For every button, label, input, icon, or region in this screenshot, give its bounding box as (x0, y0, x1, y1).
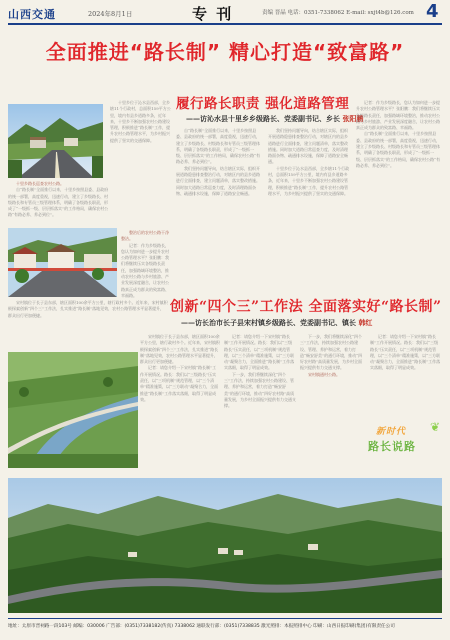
article1-photo-caption: 十里乡路长巡查农村公路。 (16, 181, 64, 186)
article1-paragraph: 记者：作为乡级路长，您认为如何进一步提升农村公路管理水平？张阳鹏：我们将继续压实各级路长责任，加强路域环境整治，推动农村公路与乡村旅游、产业发展深度融合，让农村公路真正成为群众的致富路、幸福路。 (356, 100, 440, 131)
article2-column-2 (224, 334, 296, 474)
article2-paragraph: 宋村镇位于长子县东部，辖区面积100余平方公里，辖行政村多个。近年来，宋村镇积极探索创新“四个三”工作法，扎实推进“路长制”落地见效，农村公路管理水平显著提升，群众出行更加便捷。 (140, 334, 220, 365)
article1-column-4 (356, 100, 442, 292)
footer-rule (8, 618, 442, 619)
article2-subtitle (181, 318, 372, 328)
article2-paragraph: 下一步，我们将继续深化“四个三”工作法，持续加强农村公路建设、管理、养护和运营，着力打造“畅安舒美”的通行环境，推动“四好农村路”高质量发展，为乡村全面振兴提供有力交通支撑。 (224, 371, 296, 409)
article1-subtitle (186, 114, 363, 124)
article1-paragraph: 记者：作为乡级路长，您认为如何进一步提升农村公路管理水平？张阳鹏：我们将继续压实各级路长责任，加强路域环境整治，推动农村公路与乡村旅游、产业发展深度融合，让农村公路真正成为群众的致富路、幸福路。 (121, 242, 169, 298)
footer-info: 地址：太原市晋祠路一段103号 邮编：030006 广告部：(0351)7338182(传真) 7338062 通联发行部：(0351)7338835 激光照排：本报照排中心 印刷：山西日报印刷(集团)有限责任公司 (8, 624, 395, 629)
leaf-icon: ❦ (429, 420, 440, 434)
article1-title: 履行路长职责 强化道路管理 (176, 96, 350, 112)
article2-paragraph: 记者：请您介绍一下宋村镇“路长制”工作开展情况。路长：我们以“三级路长”压实责任，以“三项机制”规范管理，以“三个清单”精准施策，以“三方联动”凝聚合力，全面推进“路长制”工作落实落细，取得了明显成效。 (370, 334, 441, 371)
badge-top-text: 新时代 (376, 427, 407, 437)
article1-photo2-caption-block (121, 230, 171, 298)
article1-paragraph: 自“路长制”全面推行以来，十里乡按照县委、县政府的统一部署，高度重视，迅速行动，建立了乡级路长、村级路长和专管员三级管理体系，明确了各级路长职责，形成了“一级抓一级、层层抓落实”的工作格局，确保农村公路“有路必养、养必到位”。 (8, 187, 109, 218)
article2-paragraph: 下一步，我们将继续深化“四个三”工作法，持续加强农村公路建设、管理、养护和运营，着力打造“畅安舒美”的通行环境，推动“四好农村路”高质量发展，为乡村全面振兴提供有力交通支撑。 (300, 334, 363, 371)
article1-paragraph: 自“路长制”全面推行以来，十里乡按照县委、县政府的统一部署，高度重视，迅速行动，建立了乡级路长、村级路长和专管员三级管理体系，明确了各级路长职责，形成了“一级抓一级、层层抓落实”的工作格局，确保农村公路“有路必养、养必到位”。 (176, 128, 261, 165)
article2-paragraph: 记者：请您介绍一下宋村镇“路长制”工作开展情况。路长：我们以“三级路长”压实责任，以“三项机制”规范管理，以“三个清单”精准施策，以“三方联动”凝聚合力，全面推进“路长制”工作落实落细，取得了明显成效。 (224, 334, 295, 371)
village-road-photo (8, 104, 103, 178)
article1-paragraph: 十里乡位于沁水县西部，全乡辖11个行政村，总面积159平方公里，境内有县乡道路多条，近年来，十里乡不断加强农村公路建设管理，积极推进“路长制”工作，提升农村公路管理水平，为乡村振兴提供了坚实的交通保障。 (110, 100, 171, 143)
article1-photo2-caption: 整治后的农村公路干净整洁。 (121, 230, 169, 242)
header-rule (8, 23, 442, 25)
masthead-logo: 山西交通 (8, 8, 56, 21)
issue-date: 2024年8月1日 (88, 10, 133, 18)
river-road-photo (8, 352, 138, 468)
column-badge (368, 420, 440, 468)
article2-title: 创新“四个三”工作法 全面落实好“路长制” (170, 299, 442, 315)
article1-paragraph: 我们坚持问题导向，结合辖区实际，组织开展道路隐患排查整治行动，对辖区内的县乡道路进行全面排查，建立问题清单，落实整改措施。同时加大道路日常巡查力度，及时清理路面杂物、疏通排水设施，保障了道路安全畅通。 (268, 128, 348, 165)
article2-paragraph: 记者：请您介绍一下宋村镇“路长制”工作开展情况。路长：我们以“三级路长”压实责任，以“三项机制”规范管理，以“三个清单”精准施策，以“三方联动”凝聚合力，全面推进“路长制”工作落实落细，取得了明显成效。 (140, 365, 219, 402)
article2-subtitle-text: ——访长治市长子县宋村镇乡级路长、党委副书记、镇长 (181, 318, 356, 327)
editor-contact: 责编 晋晶 电话：0351-7338062 E-mail: sxjt4b@126.com (262, 10, 414, 16)
village-street-photo (8, 228, 117, 297)
article2-column-4 (370, 334, 442, 422)
article1-subtitle-text: ——访沁水县十里乡乡级路长、党委副书记、乡长 (186, 114, 340, 123)
article1-caption-block (8, 181, 110, 226)
article1-column-1 (110, 100, 172, 228)
article2-byline: 韩红 (358, 318, 373, 327)
article1-paragraph: 自“路长制”全面推行以来，十里乡按照县委、县政府的统一部署，高度重视，迅速行动，建立了乡级路长、村级路长和专管员三级管理体系，明确了各级路长职责，形成了“一级抓一级、层层抓落实”的工作格局，确保农村公路“有路必养、养必到位”。 (356, 131, 441, 168)
badge-bottom-text: 路长说路 (368, 440, 416, 453)
article2-column-3 (300, 334, 366, 474)
article1-paragraph: 十里乡位于沁水县西部，全乡辖11个行政村，总面积159平方公里，境内有县乡道路多条，近年来，十里乡不断加强农村公路建设管理，积极推进“路长制”工作，提升农村公路管理水平，为乡村振兴提供了坚实的交通保障。 (268, 165, 350, 196)
article2-column-1 (140, 334, 220, 474)
article2-photo-caption: 宋村镇通村公路。 (308, 371, 340, 377)
main-headline: 全面推进“路长制” 精心打造“致富路” (45, 40, 405, 64)
article1-column-2 (176, 128, 262, 292)
page-number: 4 (426, 1, 439, 22)
article2-paragraph: 宋村镇位于长子县东部，辖区面积100余平方公里，辖行政村多个。近年来，宋村镇积极探索创新“四个三”工作法，扎实推进“路长制”落地见效，农村公路管理水平显著提升，群众出行更加便捷。 (8, 300, 168, 318)
article1-paragraph: 我们坚持问题导向，结合辖区实际，组织开展道路隐患排查整治行动，对辖区内的县乡道路进行全面排查，建立问题清单，落实整改措施。同时加大道路日常巡查力度，及时清理路面杂物、疏通排水设施，保障了道路安全畅通。 (176, 165, 260, 196)
article1-byline: 张阳鹏 (342, 114, 364, 123)
section-title: 专 刊 (192, 5, 234, 23)
mountain-road-panorama-photo (8, 478, 442, 613)
article1-column-3 (268, 128, 350, 292)
